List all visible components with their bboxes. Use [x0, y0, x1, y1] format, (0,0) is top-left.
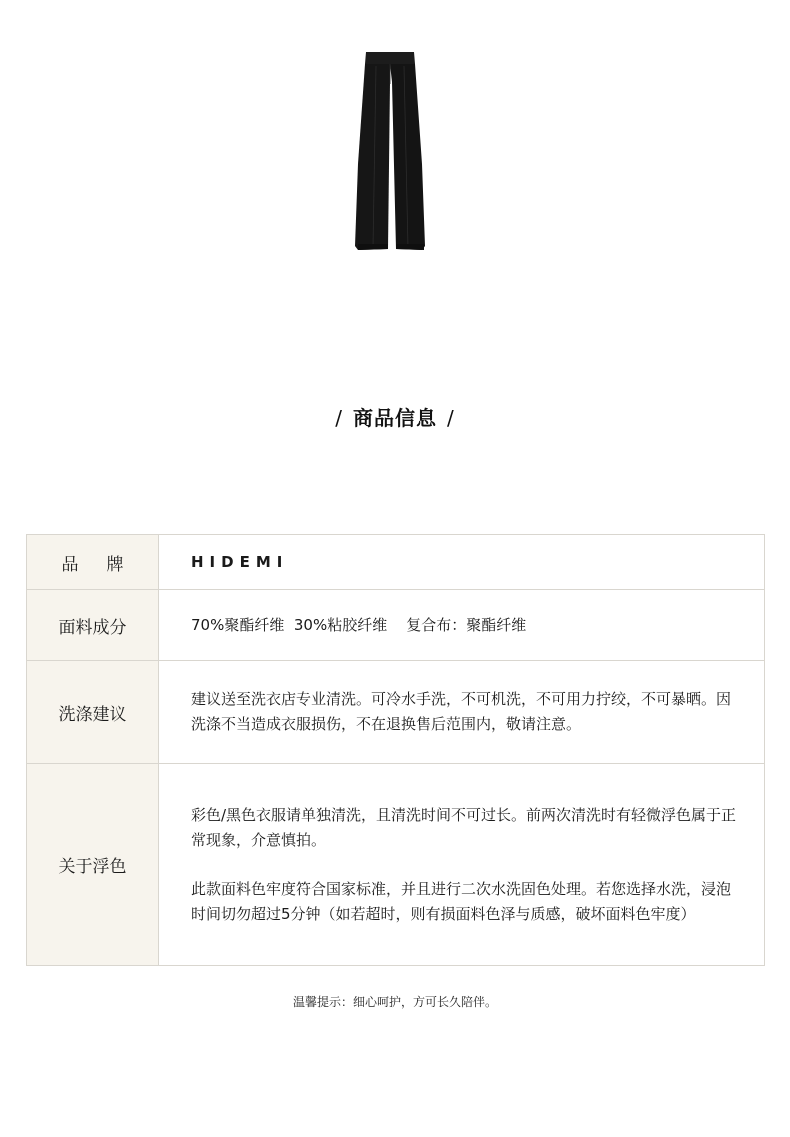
footer-note: 温馨提示：细心呵护，方可长久陪伴。	[292, 995, 497, 1009]
brand-label-cell	[27, 535, 159, 590]
fading-paragraph-1: 彩色/黑色衣服请单独清洗，且清洗时间不可过长。前两次清洗时有轻微浮色属于正常现象，介意慎拍。	[191, 805, 737, 849]
table-row-fabric	[27, 590, 765, 661]
fading-value-cell	[159, 764, 765, 966]
fabric-value: 70%聚酯纤维 30%粘胶纤维 复合布：聚酯纤维	[191, 615, 527, 634]
title-slash-right: /	[447, 406, 455, 430]
fabric-value-cell	[159, 590, 765, 661]
brand-label: 品牌	[61, 554, 152, 575]
title-text: 商品信息	[353, 406, 437, 430]
table-row-brand	[27, 535, 765, 590]
title-slash-left: /	[335, 406, 343, 430]
brand-value-cell	[159, 535, 765, 590]
fabric-label-cell	[27, 590, 159, 661]
fading-label: 关于浮色	[58, 857, 127, 877]
brand-value: HIDEMI	[191, 552, 289, 571]
table-row-color-fading	[27, 764, 765, 966]
washing-label-cell	[27, 661, 159, 764]
washing-value: 建议送至洗衣店专业清洗。可冷水手洗，不可机洗，不可用力拧绞，不可暴晒。因洗涤不当造成衣服损伤，不在退换售后范围内，敬请注意。	[191, 690, 732, 733]
product-info-table	[26, 534, 765, 966]
fading-label-cell	[27, 764, 159, 966]
fading-paragraph-2: 此款面料色牢度符合国家标准，并且进行二次水洗固色处理。若您选择水洗，浸泡时间切勿超过5分钟（如若超时，则有损面料色泽与质感，破坏面料色牢度）	[191, 879, 732, 923]
washing-value-cell	[159, 661, 765, 764]
product-trousers-image	[340, 44, 440, 254]
section-title	[0, 402, 790, 431]
fabric-label: 面料成分	[58, 617, 127, 638]
table-row-washing	[27, 661, 765, 764]
washing-label: 洗涤建议	[58, 704, 127, 725]
